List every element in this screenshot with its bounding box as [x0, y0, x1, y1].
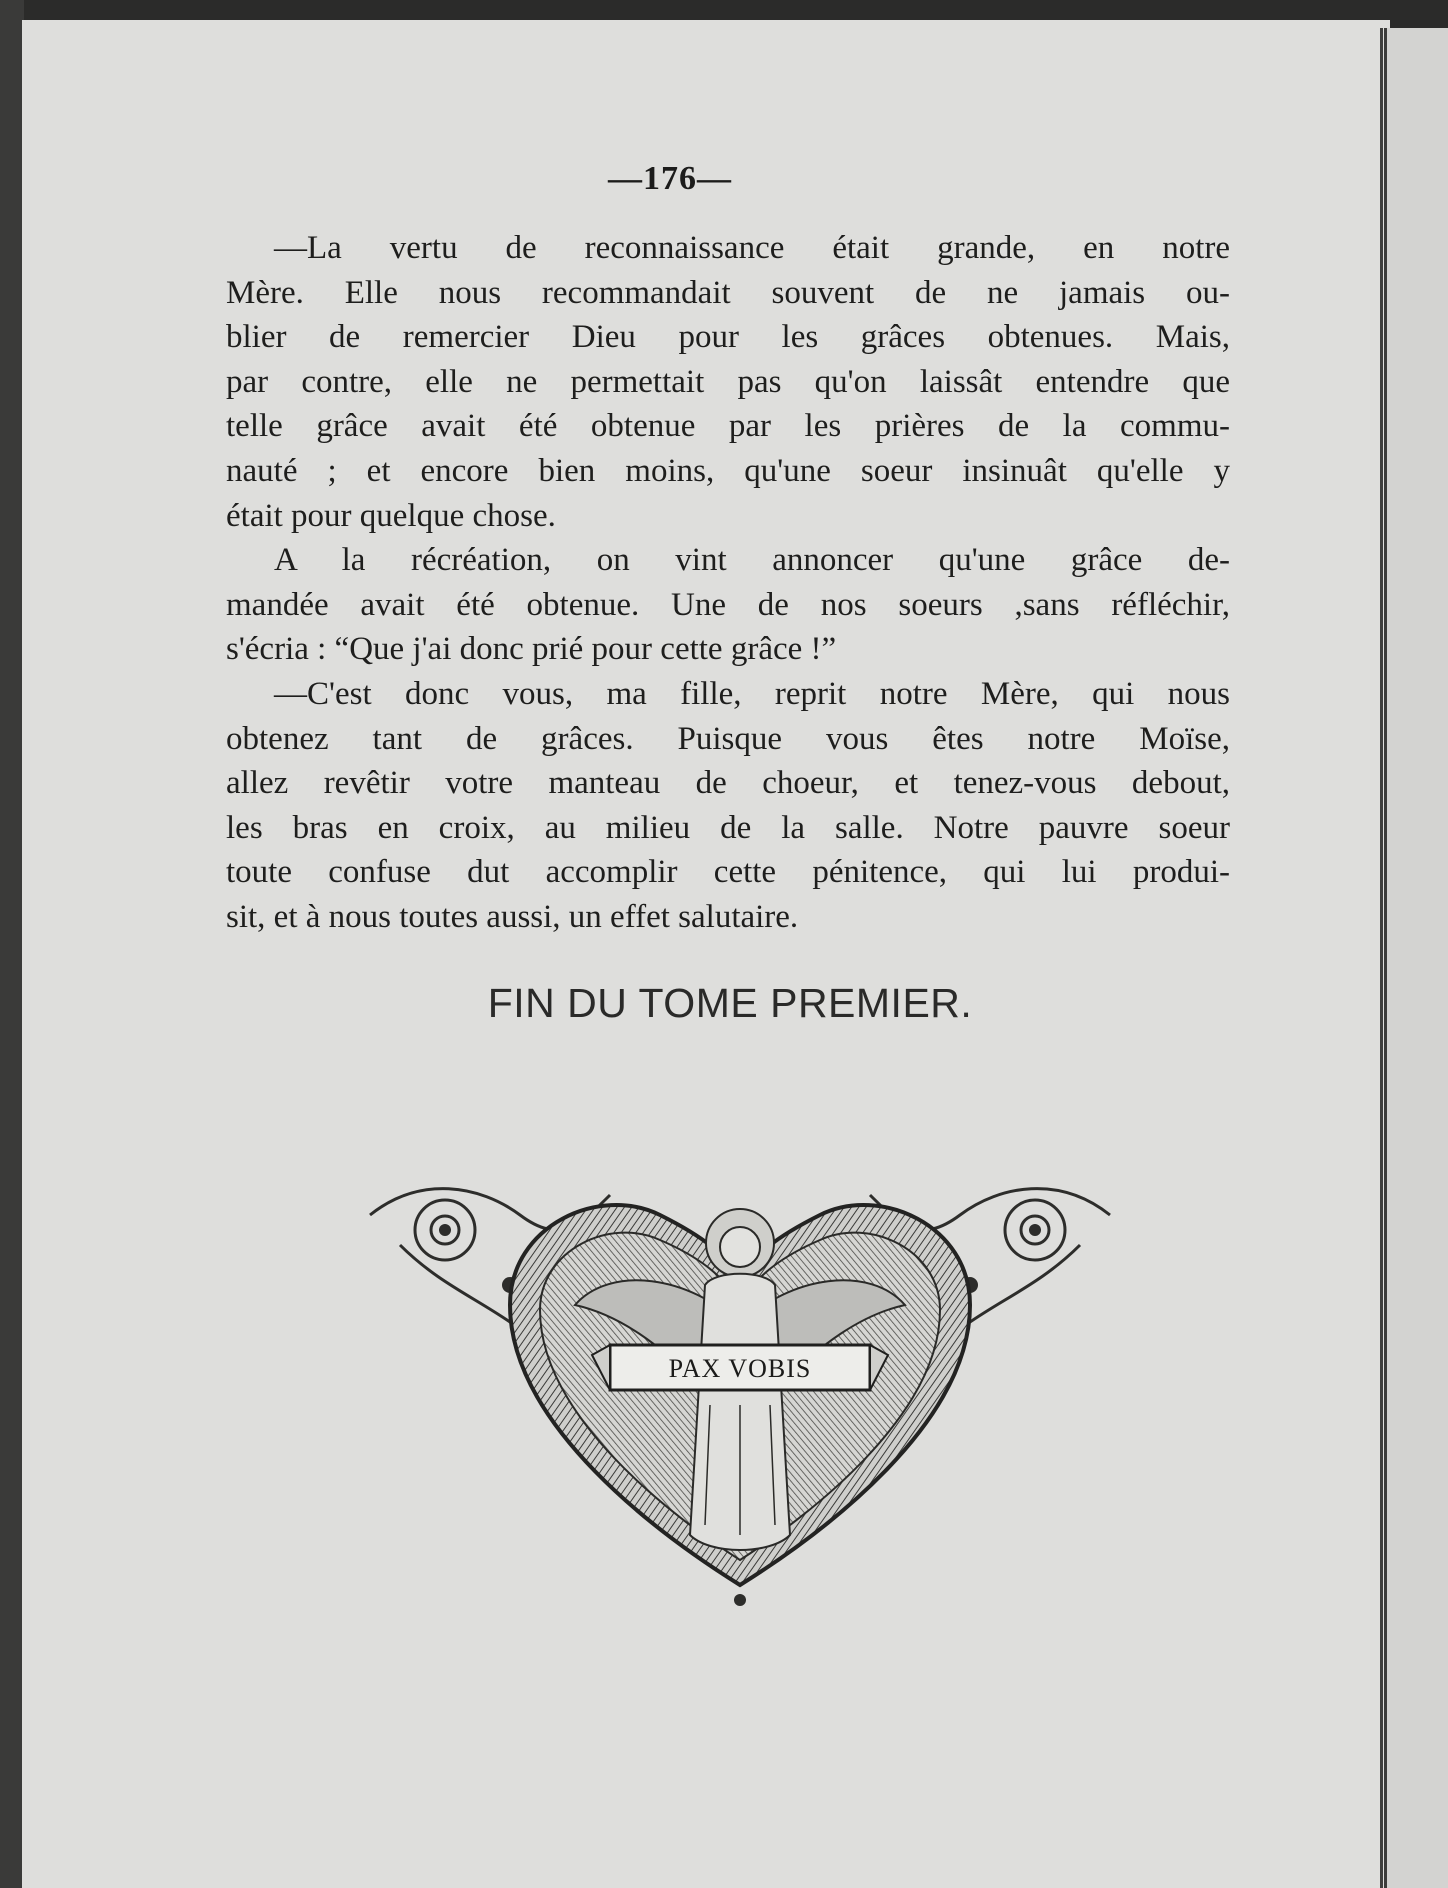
text-line: allez revêtir votre manteau de choeur, et tenez-vous debout, [226, 765, 1230, 802]
text-line: —C'est donc vous, ma fille, reprit notre Mère, qui nous [274, 675, 1230, 712]
banner-text: PAX VOBIS [668, 1354, 812, 1383]
text-line: les bras en croix, au milieu de la salle. Notre pauvre soeur [226, 809, 1230, 846]
text-line: sit, et à nous toutes aussi, un effet salutaire. [226, 898, 799, 935]
text-line: obtenez tant de grâces. Puisque vous êtes notre Moïse, [226, 720, 1230, 757]
text-line: nauté ; et encore bien moins, qu'une soeur insinuât qu'elle y [226, 452, 1230, 489]
text-line: Mère. Elle nous recommandait souvent de ne jamais ou- [226, 274, 1230, 311]
text-line: s'écria : “Que j'ai donc prié pour cette grâce !” [226, 631, 837, 668]
pax-vobis-banner [592, 1345, 888, 1390]
body-text [226, 226, 1230, 940]
text-line: toute confuse dut accomplir cette pénitence, qui lui produi- [226, 854, 1230, 891]
text-line: par contre, elle ne permettait pas qu'on laissât entendre que [226, 363, 1230, 400]
page-fold-line [1380, 28, 1383, 1888]
text-line: blier de remercier Dieu pour les grâces obtenues. Mais, [226, 319, 1230, 356]
text-line: était pour quelque chose. [226, 497, 556, 534]
text-line: —La vertu de reconnaissance était grande, en notre [274, 230, 1230, 266]
scan-frame-left [0, 0, 24, 1888]
text-line: A la récréation, on vint annoncer qu'une grâce de- [274, 542, 1230, 579]
text-line: telle grâce avait été obtenue par les prières de la commu- [226, 408, 1230, 445]
adjacent-page-strip [1384, 28, 1448, 1888]
text-line: mandée avait été obtenue. Une de nos soeurs ,sans réfléchir, [226, 586, 1230, 623]
page-number: —176— [608, 160, 732, 197]
closing-title: FIN DU TOME PREMIER. [487, 980, 973, 1026]
angel-vignette-illustration [360, 1155, 1120, 1615]
